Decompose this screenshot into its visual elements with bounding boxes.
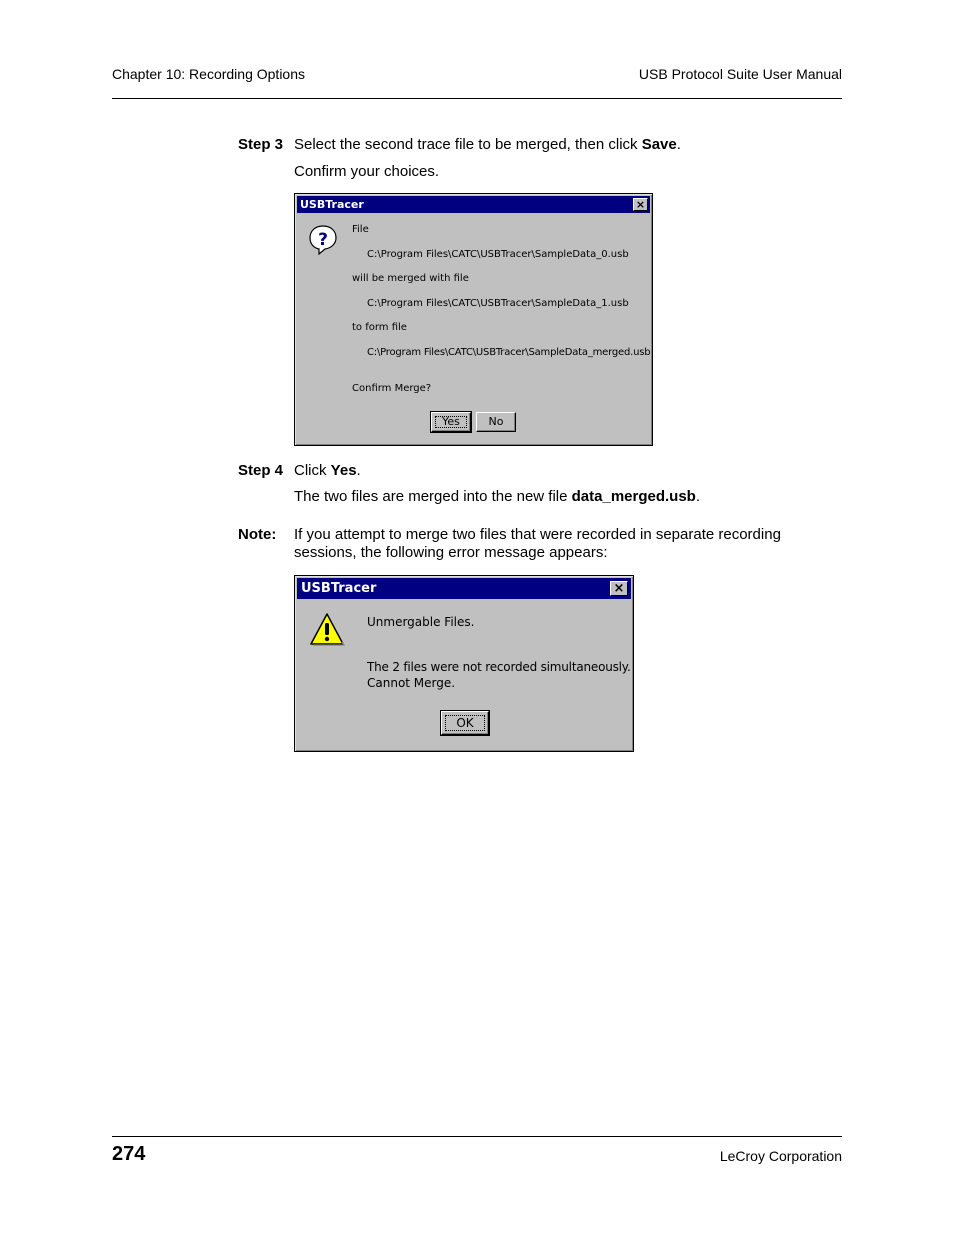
header-manual-title: USB Protocol Suite User Manual [638, 66, 842, 82]
confirm-merge-dialog [294, 193, 653, 446]
dialog-title: USBTracer [300, 198, 364, 211]
unmergable-files-dialog [294, 575, 634, 752]
dialog-text-path2: C:\Program Files\CATC\USBTracer\SampleData_1.usb [367, 298, 629, 309]
ok-button-label: OK [456, 716, 474, 730]
step4-label: Step 4 [238, 462, 284, 479]
dialog-title: USBTracer [301, 581, 377, 596]
close-icon[interactable]: × [610, 581, 628, 596]
dialog-text-confirm: Confirm Merge? [352, 383, 432, 394]
footer-rule [112, 1136, 842, 1137]
dialog-titlebar [297, 196, 650, 213]
warning-icon [309, 612, 345, 648]
dialog-text-file: File [352, 224, 369, 235]
dialog-text-merged-with: will be merged with file [352, 273, 469, 284]
focus-rect [445, 715, 485, 731]
dialog-text-path1: C:\Program Files\CATC\USBTracer\SampleData_0.usb [367, 249, 629, 260]
note-line2: sessions, the following error message appears: [294, 544, 608, 561]
step3-text: Select the second trace file to be merged, then click Save. [294, 136, 681, 153]
yes-button-label: Yes [442, 415, 460, 428]
no-button[interactable] [476, 412, 516, 432]
footer-company: LeCroy Corporation [719, 1148, 842, 1164]
close-icon[interactable]: × [633, 198, 648, 211]
yes-button[interactable] [431, 412, 471, 432]
step4-text: Click Yes. [294, 462, 361, 479]
step4-subtext: The two files are merged into the new file data_merged.usb. [294, 488, 701, 505]
question-icon [307, 224, 339, 256]
ok-button[interactable] [441, 711, 489, 735]
error-cannot-merge-text: Cannot Merge. [367, 676, 456, 690]
error-title-text: Unmergable Files. [367, 615, 475, 629]
note-line1: If you attempt to merge two files that were recorded in separate recording [294, 526, 781, 543]
dialog-text-to-form: to form file [352, 322, 407, 333]
step3-label: Step 3 [238, 136, 284, 153]
header-chapter: Chapter 10: Recording Options [112, 66, 305, 82]
dialog-text-path3: C:\Program Files\CATC\USBTracer\SampleData_merged.usb [367, 347, 651, 358]
svg-text:?: ? [318, 230, 328, 250]
note-label: Note: [238, 526, 277, 543]
dialog-titlebar [297, 578, 631, 599]
error-detail-text: The 2 files were not recorded simultaneously. [367, 660, 631, 674]
page-number: 274 [112, 1143, 146, 1165]
no-button-label: No [488, 415, 504, 428]
step3-subtext: Confirm your choices. [294, 163, 440, 180]
focus-rect [435, 416, 467, 428]
header-rule [112, 98, 842, 99]
